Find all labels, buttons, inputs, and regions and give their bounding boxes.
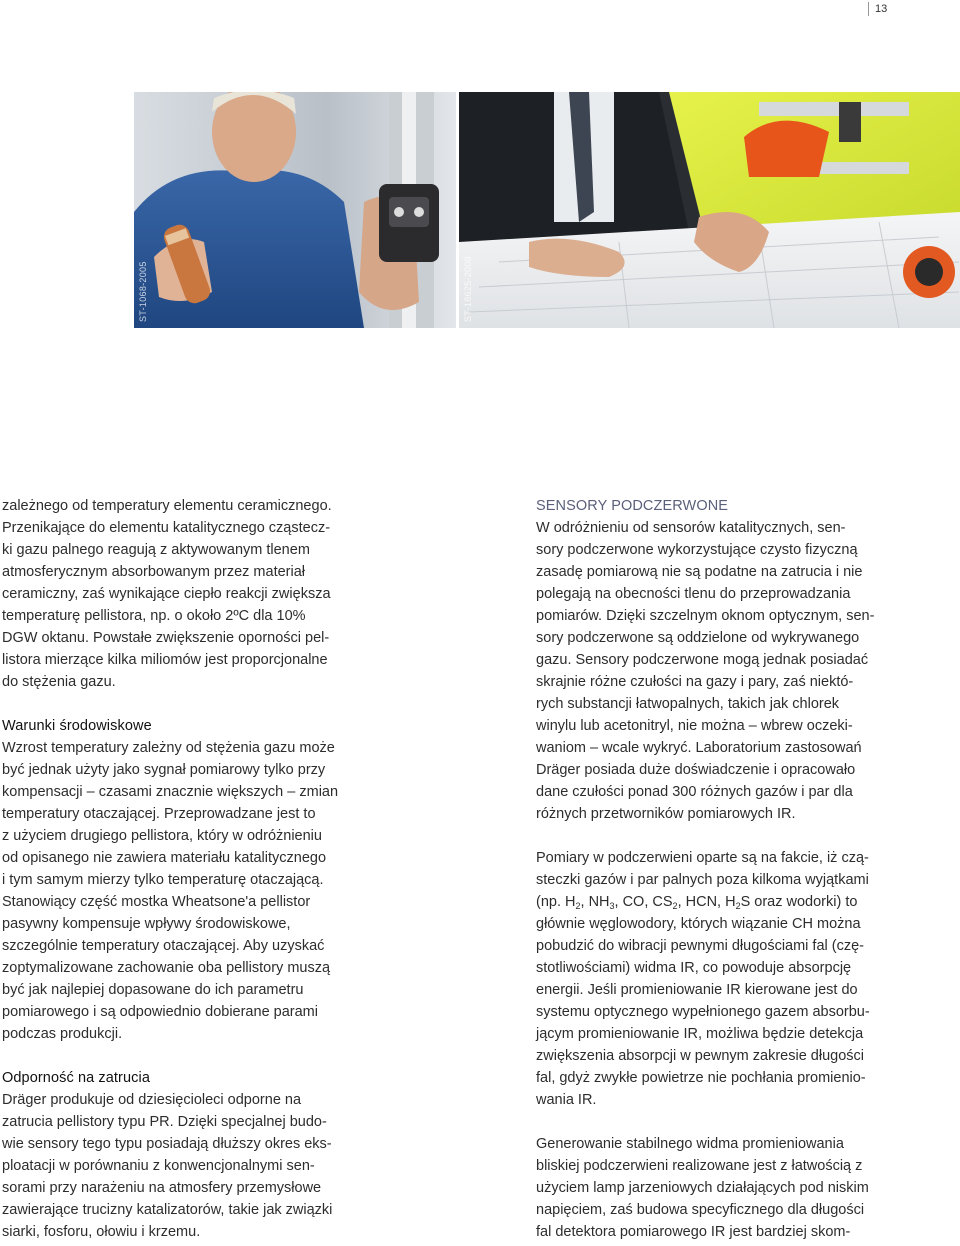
formula-line <box>536 891 896 913</box>
text-line: różnych przetworników pomiarowych IR. <box>536 806 796 822</box>
text-line: polegają na obecności tlenu do przeprowadzania <box>536 586 851 602</box>
text-line: kompensacji – czasami znacznie większych – zmian <box>2 784 339 800</box>
text-line: być jednak użyty jako sygnał pomiarowy tylko przy <box>2 762 326 778</box>
text-line: być jak najlepiej dopasowane do ich parametru <box>2 982 304 998</box>
poisoning-paragraph <box>2 1089 362 1243</box>
text-line: wania IR. <box>536 1092 597 1108</box>
text-line: jącym promieniowanie IR, możliwa będzie detekcja <box>536 1026 864 1042</box>
formula-text: , NH <box>580 894 610 910</box>
text-line: Stanowiący część mostka Wheatsone'a pellistor <box>2 894 311 910</box>
text-line: sory podczerwone są oddzielone od wykrywanego <box>536 630 860 646</box>
text-line: Przenikające do elementu katalitycznego cząstecz- <box>2 520 331 536</box>
subscript: 2 <box>735 901 741 911</box>
text-line: stotliwościami) widma IR, co powoduje absorpcję <box>536 960 852 976</box>
subscript: 3 <box>609 901 615 911</box>
intro-paragraph <box>2 495 362 693</box>
text-line: atmosferycznym absorbowanym przez materiał <box>2 564 305 580</box>
text-line: W odróżnieniu od sensorów katalitycznych, sen- <box>536 520 846 536</box>
text-line: zwiększenia absorpcji w pewnym zakresie długości <box>536 1048 864 1064</box>
text-line: Pomiary w podczerwieni oparte są na fakcie, iż czą- <box>536 850 869 866</box>
text-line: głównie węglowodory, których wiązanie CH można <box>536 916 861 932</box>
infrared-physics-paragraph <box>536 847 896 1111</box>
formula-text: (np. H <box>536 894 576 910</box>
formula-text: , HCN, H <box>677 894 736 910</box>
text-line: ploatacji w porównaniu z konwencjonalnymi sen- <box>2 1158 315 1174</box>
section-heading-environment: Warunki środowiskowe <box>2 718 152 734</box>
text-line: do stężenia gazu. <box>2 674 116 690</box>
formula-text: , CO, CS <box>614 894 673 910</box>
text-line: zawierające trucizny katalizatorów, takie jak związki <box>2 1202 333 1218</box>
text-line: zoptymalizowane zachowanie oba pellistory muszą <box>2 960 331 976</box>
technician-photo <box>134 92 456 328</box>
text-line: z użyciem drugiego pellistora, który w odróżnieniu <box>2 828 322 844</box>
formula-text: S oraz wodorki) to <box>740 894 858 910</box>
text-line: waniom – wcale wykryć. Laboratorium zastosowań <box>536 740 862 756</box>
text-line: DGW oktanu. Powstałe zwiększenie oporności pel- <box>2 630 330 646</box>
text-line: siarki, fosforu, ołowiu i krzemu. <box>2 1224 201 1240</box>
right-text-column <box>536 495 896 1243</box>
text-line: pomiarowego i są odpowiednio dobierane parami <box>2 1004 318 1020</box>
subscript: 2 <box>575 901 581 911</box>
photo-code-left: ST-1068-2005 <box>138 261 148 322</box>
text-line: ceramiczny, zaś wynikające ciepło reakcji zwiększa <box>2 586 331 602</box>
text-line: zależnego od temperatury elementu ceramicznego. <box>2 498 332 514</box>
text-line: energii. Jeśli promieniowanie IR kierowane jest do <box>536 982 858 998</box>
text-line: systemu optycznego wypełnionego gazem absorbu- <box>536 1004 870 1020</box>
text-line: zatrucia pellistory typu PR. Dzięki specjalnej budo- <box>2 1114 327 1130</box>
text-line: sory podczerwone wykorzystujące czysto fizyczną <box>536 542 858 558</box>
text-line: steczki gazów i par palnych poza kilkoma wyjątkami <box>536 872 869 888</box>
text-line: Generowanie stabilnego widma promieniowania <box>536 1136 844 1152</box>
text-line: Wzrost temperatury zależny od stężenia gazu może <box>2 740 335 756</box>
text-line: od opisanego nie zawiera materiału katalitycznego <box>2 850 327 866</box>
text-line: Dräger posiada duże doświadczenie i opracowało <box>536 762 856 778</box>
text-line: pasywny kompensuje wpływy środowiskowe, <box>2 916 291 932</box>
text-line: napięciem, zaś budowa specyficznego dla długości <box>536 1202 865 1218</box>
photo-code-right: ST-18625-2008 <box>463 256 473 322</box>
text-line: wie sensory tego typu posiadają dłuższy okres eks- <box>2 1136 332 1152</box>
text-line: rych substancji łatwopalnych, takich jak chlorek <box>536 696 840 712</box>
text-line: użyciem lamp jarzeniowych działających pod niskim <box>536 1180 869 1196</box>
subscript: 2 <box>672 901 678 911</box>
text-line: sorami przy narażeniu na atmosfery przemysłowe <box>2 1180 322 1196</box>
text-line: pobudzić do wibracji pewnymi długościami fal (czę- <box>536 938 864 954</box>
left-text-column <box>2 495 362 1243</box>
section-heading-poisoning: Odporność na zatrucia <box>2 1070 150 1086</box>
text-line: gazu. Sensory podczerwone mogą jednak posiadać <box>536 652 869 668</box>
text-line: listora mierzące kilka miliomów jest proporcjonalne <box>2 652 328 668</box>
text-line: bliskiej podczerwieni realizowane jest z łatwością z <box>536 1158 863 1174</box>
lamp-paragraph <box>536 1133 896 1243</box>
page-number: 13 <box>868 2 887 16</box>
section-heading-infrared: SENSORY PODCZERWONE <box>536 498 729 514</box>
text-line: zasadę pomiarową nie są podatne na zatrucia i nie <box>536 564 863 580</box>
text-line: i tym samym mierzy tylko temperaturę otaczającą. <box>2 872 324 888</box>
text-line: podczas produkcji. <box>2 1026 123 1042</box>
text-line: skrajnie różne czułości na gazy i pary, zaś niektó- <box>536 674 854 690</box>
text-line: winylu lub acetonitryl, nie można – wbrew oczeki- <box>536 718 853 734</box>
text-line: temperaturę pellistora, np. o około 2ºC dla 10% <box>2 608 306 624</box>
text-line: temperatury otaczającej. Przeprowadzane jest to <box>2 806 316 822</box>
text-line: fal detektora pomiarowego IR jest bardziej skom- <box>536 1224 851 1240</box>
text-line: ki gazu palnego reagują z aktywowanym tlenem <box>2 542 310 558</box>
text-line: pomiarów. Dzięki szczelnym oknom optycznym, sen- <box>536 608 875 624</box>
infrared-paragraph <box>536 517 896 825</box>
construction-plans-photo <box>459 92 960 328</box>
environment-paragraph <box>2 737 362 1045</box>
text-line: fal, gdyż zwykłe powietrze nie pochłania promienio- <box>536 1070 866 1086</box>
text-line: dane czułości ponad 300 różnych gazów i par dla <box>536 784 853 800</box>
text-line: szczególnie temperatury otaczającej. Aby uzyskać <box>2 938 325 954</box>
text-line: Dräger produkuje od dziesięcioleci odporne na <box>2 1092 302 1108</box>
